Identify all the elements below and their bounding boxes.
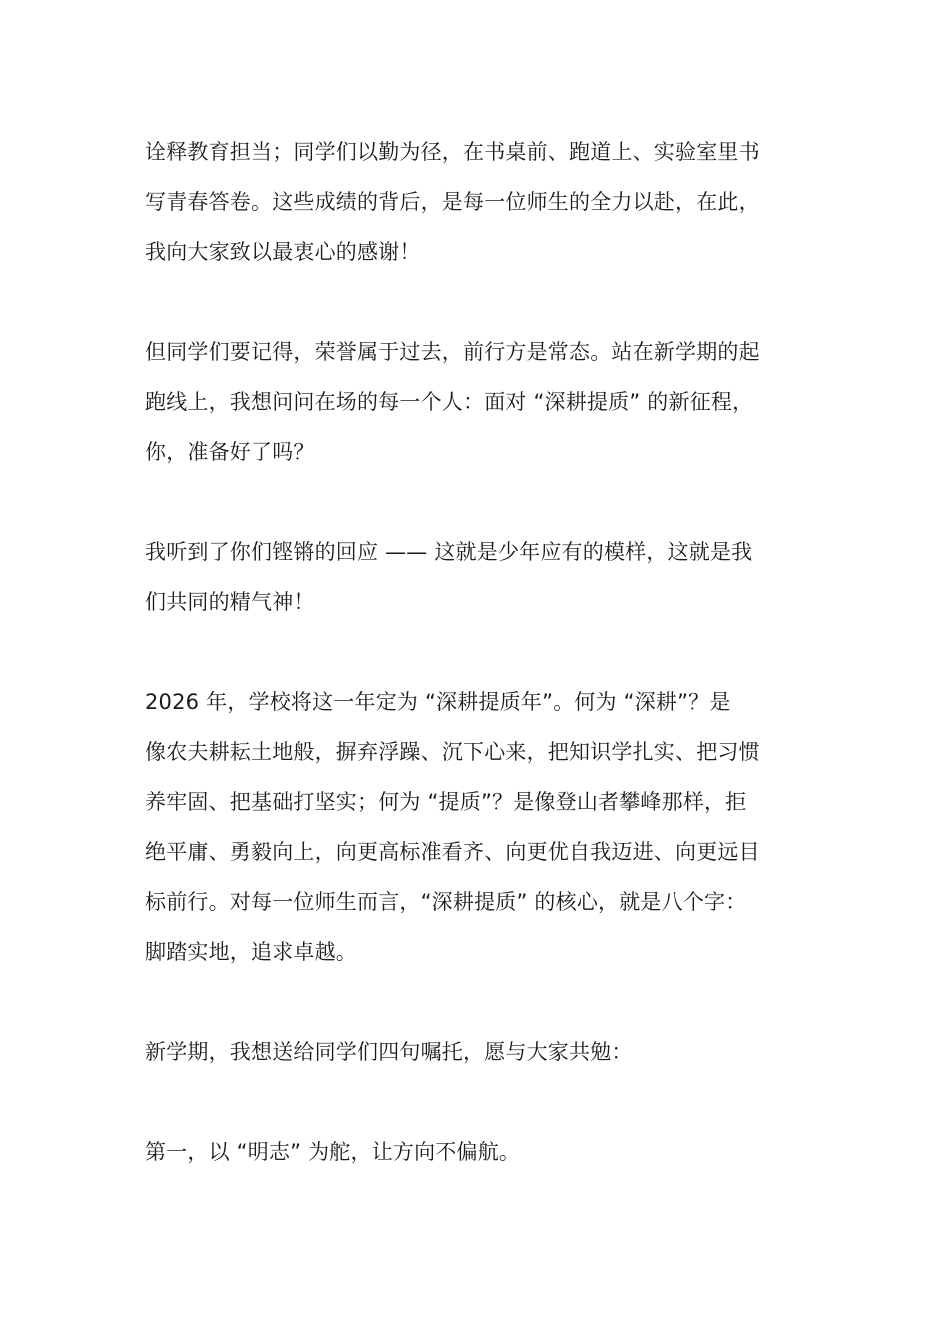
text-line: 诠释教育担当；同学们以勤为径，在书桌前、跑道上、实验室里书 xyxy=(145,140,760,164)
text-line: 脚踏实地，追求卓越。 xyxy=(145,940,357,964)
text-line: 养牢固、把基础打坚实；何为 “提质”？是像登山者攀峰那样，拒 xyxy=(145,790,747,814)
paragraph-theme-year xyxy=(145,677,825,977)
text-line: 但同学们要记得，荣誉属于过去，前行方是常态。站在新学期的起 xyxy=(145,340,760,364)
paragraph-four-messages xyxy=(145,1027,825,1077)
text-line: 标前行。对每一位师生而言，“深耕提质” 的核心，就是八个字： xyxy=(145,890,747,914)
text-line: 我向大家致以最衷心的感谢！ xyxy=(145,240,421,264)
text-line: 2026 年，学校将这一年定为 “深耕提质年”。何为 “深耕”？是 xyxy=(145,690,731,714)
text-line: 绝平庸、勇毅向上，向更高标准看齐、向更优自我迈进、向更远目 xyxy=(145,840,760,864)
paragraph-gratitude xyxy=(145,127,825,277)
paragraph-first-message xyxy=(145,1127,825,1177)
text-line: 新学期，我想送给同学们四句嘱托，愿与大家共勉： xyxy=(145,1040,633,1064)
text-line: 们共同的精气神！ xyxy=(145,590,315,614)
text-line: 跑线上，我想问问在场的每一个人：面对 “深耕提质” 的新征程， xyxy=(145,390,754,414)
text-line: 写青春答卷。这些成绩的背后，是每一位师生的全力以赴，在此， xyxy=(145,190,760,214)
text-line: 你，准备好了吗？ xyxy=(145,440,315,464)
paragraph-new-journey xyxy=(145,327,825,477)
text-line: 我听到了你们铿锵的回应 —— 这就是少年应有的模样，这就是我 xyxy=(145,540,753,564)
text-line: 像农夫耕耘土地般，摒弃浮躁、沉下心来，把知识学扎实、把习惯 xyxy=(145,740,760,764)
text-line: 第一，以 “明志” 为舵，让方向不偏航。 xyxy=(145,1140,521,1164)
paragraph-response xyxy=(145,527,825,627)
